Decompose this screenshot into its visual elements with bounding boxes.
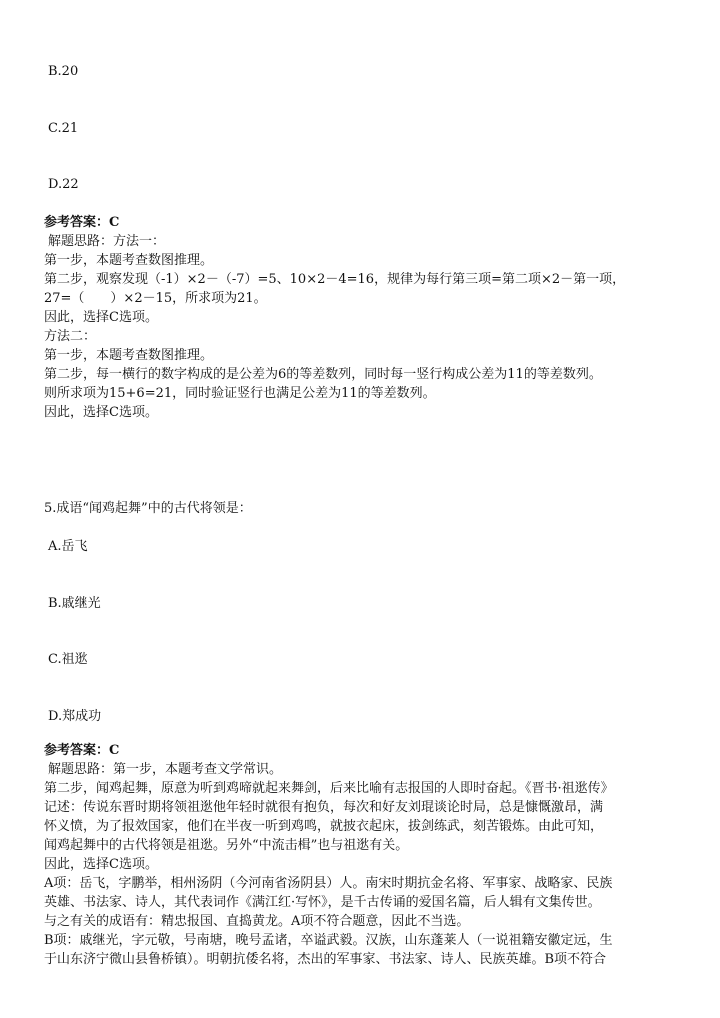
q5-explanation-line: 因此，选择C选项。 bbox=[44, 857, 158, 872]
q5-explanation-line: A项：岳飞，字鹏举，相州汤阴（今河南省汤阴县）人。南宋时期抗金名将、军事家、战略家、民族 bbox=[44, 876, 613, 891]
q4-explanation-line: 解题思路：方法一： bbox=[48, 234, 166, 249]
q5-option-b: B.戚继光 bbox=[48, 596, 101, 611]
q4-answer: 参考答案：C bbox=[44, 215, 120, 230]
q4-answer-block bbox=[44, 213, 680, 422]
q5-question: 5.成语“闻鸡起舞”中的古代将领是： bbox=[44, 501, 252, 516]
q5-explanation-line: 与之有关的成语有：精忠报国、直捣黄龙。A项不符合题意，因此不当选。 bbox=[44, 914, 470, 929]
q4-option-b: B.20 bbox=[48, 64, 79, 79]
q5-explanation-line: 于山东济宁微山县鲁桥镇）。明朝抗倭名将，杰出的军事家、书法家、诗人、民族英雄。B项不符合 bbox=[44, 952, 607, 967]
q5-option-a: A.岳飞 bbox=[48, 539, 88, 554]
q4-option-c: C.21 bbox=[48, 121, 79, 136]
q5-answer: 参考答案：C bbox=[44, 743, 120, 758]
q5-explanation-line: 第二步，闻鸡起舞，原意为听到鸡啼就起来舞剑，后来比喻有志报国的人即时奋起。《晋书·祖逖传》 bbox=[44, 781, 614, 796]
q4-explanation-line: 第二步，每一横行的数字构成的是公差为6的等差数列，同时每一竖行构成公差为11的等差数列。 bbox=[44, 367, 602, 382]
q4-explanation-line: 因此，选择C选项。 bbox=[44, 310, 158, 325]
q4-explanation-line: 方法二： bbox=[44, 329, 97, 344]
q4-explanation-line: 第二步，观察发现（-1）×2－（-7）=5、10×2－4=16，规律为每行第三项=第二项×2－第一项， bbox=[44, 272, 626, 287]
q4-explanation-line: 27=（ ）×2－15，所求项为21。 bbox=[44, 291, 267, 306]
q4-option-d: D.22 bbox=[48, 177, 79, 192]
q5-answer-block bbox=[44, 741, 680, 969]
q5-option-c: C.祖逖 bbox=[48, 652, 88, 667]
q4-explanation-line: 则所求项为15+6=21，同时验证竖行也满足公差为11的等差数列。 bbox=[44, 386, 436, 401]
q5-option-d: D.郑成功 bbox=[48, 709, 102, 724]
q4-explanation-line: 第一步，本题考查数图推理。 bbox=[44, 253, 214, 268]
q5-explanation-line: 英雄、书法家、诗人，其代表词作《满江红·写怀》，是千古传诵的爱国名篇，后人辑有文集传世。 bbox=[44, 895, 601, 910]
q5-explanation-line: 解题思路：第一步，本题考查文学常识。 bbox=[48, 762, 283, 777]
q5-explanation-line: 闻鸡起舞中的古代将领是祖逖。另外“中流击楫”也与祖逖有关。 bbox=[44, 838, 409, 853]
q5-explanation-line: B项：戚继光，字元敬，号南塘，晚号孟诸，卒谥武毅。汉族，山东蓬莱人（一说祖籍安徽定远，生 bbox=[44, 933, 613, 948]
q4-explanation-line: 第一步，本题考查数图推理。 bbox=[44, 348, 214, 363]
q5-explanation-line: 怀义愤，为了报效国家，他们在半夜一听到鸡鸣，就披衣起床，拔剑练武，刻苦锻炼。由此可知， bbox=[44, 819, 604, 834]
q5-explanation-line: 记述：传说东晋时期将领祖逖他年轻时就很有抱负，每次和好友刘琨谈论时局，总是慷慨激昂，满 bbox=[44, 800, 604, 815]
q4-explanation-line: 因此，选择C选项。 bbox=[44, 405, 158, 420]
